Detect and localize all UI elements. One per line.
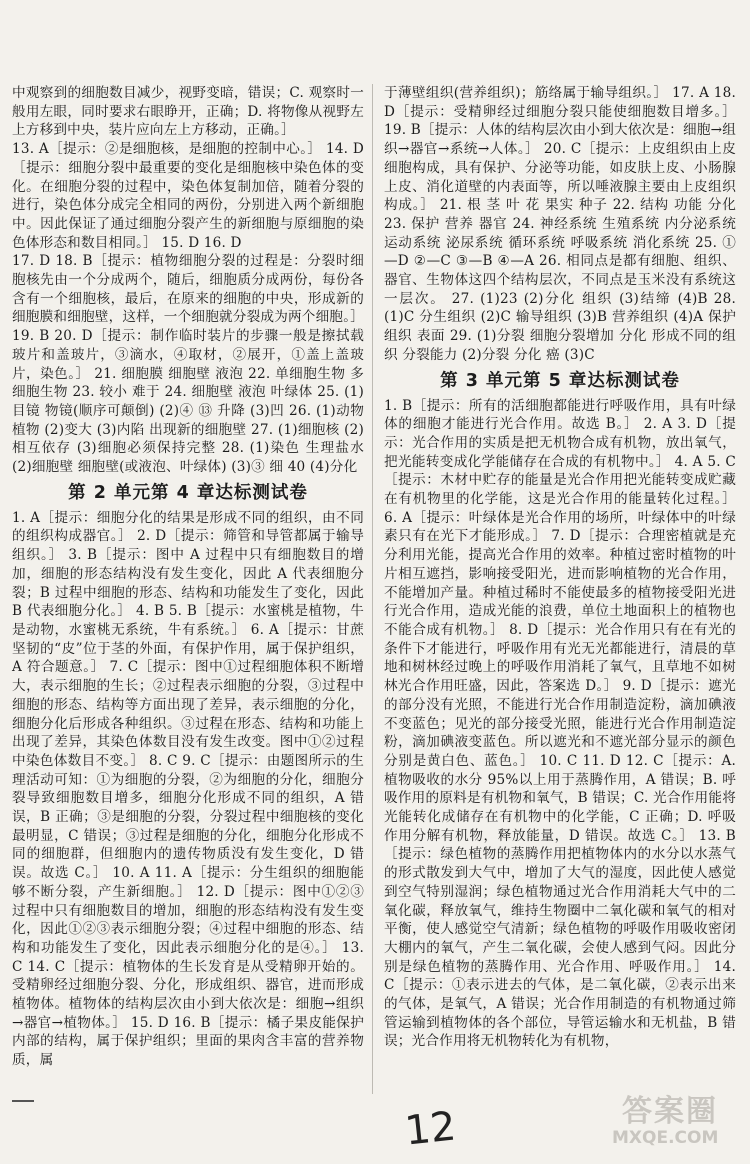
answer-paragraph: 中观察到的细胞数目减少，视野变暗，错误；C. 观察时一般用左眼，同时要求右眼睁开，正确；D. 将物像从视野左上方移到中央，装片应向左上方移动，正确。］	[12, 85, 364, 139]
left-column	[12, 84, 364, 1070]
left-block-3	[12, 252, 364, 476]
watermark-logo-text: 答案圈	[622, 1094, 718, 1129]
watermark-logo	[612, 1086, 736, 1156]
right-block-3	[384, 397, 736, 1052]
right-block-1	[384, 84, 736, 365]
answer-paragraph: 于薄壁组织(营养组织)；筋络属于输导组织。］ 17. A 18. D［提示：受精卵经过细胞分裂只能使细胞数目增多。］ 19. B［提示：人体的结构层次由小到大依次是：细胞→组织→器官→系统→人体。］ 20. C［提示：上皮组织由上皮细胞构成，具有保护、分泌等功能，如皮肤上皮、小肠腺上皮、消化道壁的内表面等，所以唾液腺主要由上皮组织构成。］ 21. 根 茎 叶 花 果实 种子 22. 结构 功能 分化 23. 保护 营养 器官 24. 神经系统 生殖系统 内分泌系统 运动系统 泌尿系统 循环系统 呼吸系统 消化系统 25. ①—D ②—C ③—B ④—A 26. 相同点是都有细胞、组织、器官、生物体这四个结构层次，不同点是玉米没有系统这一层次。 27. (1)23 (2)分化 组织 (3)结缔 (4)B 28. (1)C 分生组织 (2)C 输导组织 (3)B 营养组织 (4)A 保护组织 表面 29. (1)分裂 细胞分裂增加 分化 形成不同的组织 分裂能力 (2)分裂 分化 癌 (3)C	[384, 85, 736, 363]
left-block-2	[12, 140, 364, 252]
page-number: 12	[402, 1103, 459, 1155]
answer-paragraph: 1. B［提示：所有的活细胞都能进行呼吸作用，具有叶绿体的细胞才能进行光合作用。故选 B。］ 2. A 3. D［提示：光合作用的实质是把无机物合成有机物，放出氧气，把光能转变成化学能储存在合成的有机物中。］ 4. A 5. C［提示：木材中贮存的能量是光合作用把光能转变成贮藏在有机物里的化学能，这是光合作用的能量转化过程。］ 6. A［提示：叶绿体是光合作用的场所，叶绿体中的叶绿素只有在光下才能形成。］ 7. D［提示：合理密植就是充分利用光能，提高光合作用的效率。种植过密时植物的叶片相互遮挡，影响接受阳光，进而影响植物的光合作用，不能增加产量。种植过稀时不能使最多的植物接受阳光进行光合作用，造成光能的浪费，单位土地面积上的植物也不能合成有机物。］ 8. D［提示：光合作用只有在有光的条件下才能进行，呼吸作用有光无光都能进行，清晨的草地和树林经过晚上的呼吸作用消耗了氧气，且草地不如树林光合作用旺盛，因此，答案选 D。］ 9. D［提示：遮光的部分没有光照，不能进行光合作用制造淀粉，滴加碘液不变蓝色；见光的部分接受光照，能进行光合作用制造淀粉，滴加碘液变蓝色。所以遮光和不遮光部分显示的颜色分别是黄白色、蓝色。］ 10. C 11. D 12. C［提示：A. 植物吸收的水分 95%以上用于蒸腾作用，A 错误；B. 呼吸作用的原料是有机物和氧气，B 错误；C. 光合作用能将光能转化成储存在有机物中的化学能，C 正确；D. 呼吸作用分解有机物，释放能量，D 错误。故选 C。］ 13. B［提示：绿色植物的蒸腾作用把植物体内的水分以水蒸气的形式散发到大气中，增加了大气的湿度，因此使人感觉到空气特别湿润；绿色植物通过光合作用消耗大气中的二氧化碳，释放氧气，维持生物圈中二氧化碳和氧气的相对平衡，使人感觉空气清新；绿色植物的呼吸作用吸收密闭大棚内的氧气，产生二氧化碳，会使人感到气闷。因此分别是绿色植物的蒸腾作用、光合作用、呼吸作用。］ 14. C［提示：①表示进去的气体，是二氧化碳，②表示出来的气体，是氧气，A 错误；光合作用制造的有机物通过筛管运输到植物体的各个部位，导管运输水和无机盐，B 错误；光合作用将无机物转化为有机物，	[384, 397, 736, 1050]
left-block-1	[12, 84, 364, 140]
footer-rule	[12, 1100, 34, 1102]
answer-paragraph: 17. D 18. B［提示：植物细胞分裂的过程是：分裂时细胞核先由一个分成两个，随后，细胞质分成两份，每份各含有一个细胞核，最后，在原来的细胞的中央，形成新的细胞膜和细胞壁，这样，一个细胞就分裂成为两个细胞。］ 19. B 20. D［提示：制作临时装片的步骤一般是擦拭载玻片和盖玻片，③滴水，④取材，②展开，①盖上盖玻片，染色。］ 21. 细胞膜 细胞壁 液泡 22. 单细胞生物 多细胞生物 23. 较小 难于 24. 细胞壁 液泡 叶绿体 25. (1)目镜 物镜(顺序可颠倒) (2)④ ⑬ 升降 (3)凹 26. (1)动物 植物 (2)变大 (3)内陷 出现新的细胞壁 27. (1)细胞核 (2)相互依存 (3)细胞必须保持完整 28. (1)染色 生理盐水 (2)细胞壁 细胞壁(或液泡、叶绿体) (3)③ 细 40 (4)分化	[12, 253, 364, 476]
watermark-url: MXQE.COM	[612, 1128, 719, 1148]
section-heading-unit2-ch4: 第 2 单元第 4 章达标测试卷	[68, 482, 308, 503]
answer-paragraph: 13. A［提示：②是细胞核，是细胞的控制中心。］ 14. D［提示：细胞分裂中最重要的变化是细胞核中染色体的变化。在细胞分裂的过程中，染色体复制加倍，随着分裂的进行，染色体分成完全相同的两份，分别进入两个新细胞中。因此保证了通过细胞分裂产生的新细胞与原细胞的染色体形态和数目相同。］ 15. D 16. D	[12, 141, 364, 251]
section-heading-unit3-ch5: 第 3 单元第 5 章达标测试卷	[440, 370, 680, 391]
right-column	[384, 84, 736, 1051]
column-divider	[372, 84, 373, 1094]
answer-paragraph: 1. A［提示：细胞分化的结果是形成不同的组织，由不同的组织构成器官。］ 2. D［提示：筛管和导管都属于输导组织。］ 3. B［提示：图中 A 过程中只有细胞数目的增加，细胞的形态结构没有发生变化，因此 A 代表细胞分裂；B 过程中细胞的形态、结构和功能发生了变化，因此 B 代表细胞分化。］ 4. B 5. B［提示：水蜜桃是植物，牛是动物，水蜜桃无系统，牛有系统。］ 6. A［提示：甘蔗坚韧的“皮”位于茎的外面，有保护作用，属于保护组织，A 符合题意。］ 7. C［提示：图中①过程细胞体积不断增大，表示细胞的生长；②过程表示细胞的分裂，③过程中细胞的形态、结构等方面出现了差异，表示细胞的分化，细胞分化后形成各种组织。③过程在形态、结构和功能上出现了差异，其染色体数目没有发生改变。图中①②过程中染色体数目不变。］ 8. C 9. C［提示：由题图所示的生理活动可知：①为细胞的分裂，②为细胞的分化，细胞分裂导致细胞数目增多，细胞分化形成不同的组织，A 错误，B 正确；③是细胞的分裂，分裂过程中细胞核的变化最明显，C 错误；③过程是细胞的分化，细胞分化形成不同的细胞群，但细胞内的遗传物质没有发生变化，D 错误。故选 C。］ 10. A 11. A［提示：分生组织的细胞能够不断分裂，产生新细胞。］ 12. D［提示：图中①②③过程中只有细胞数目的增加，细胞的形态结构没有发生变化，因此①②③表示细胞分裂；④过程中细胞的形态、结构和功能发生了变化，因此表示细胞分化的是④。］ 13. C 14. C［提示：植物体的生长发育是从受精卵开始的。受精卵经过细胞分裂、分化，形成组织、器官，进而形成植物体。植物体的结构层次由小到大依次是：细胞→组织→器官→植物体。］ 15. D 16. B［提示：橘子果皮能保护内部的结构，属于保护组织；里面的果肉含丰富的营养物质，属	[12, 509, 364, 1069]
left-block-5	[12, 509, 364, 1070]
